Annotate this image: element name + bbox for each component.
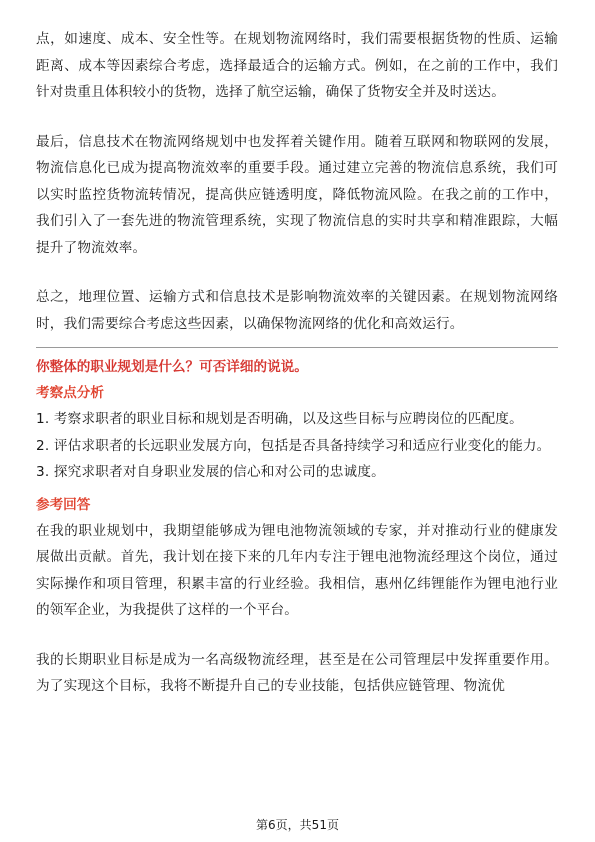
analysis-heading: 考察点分析 — [36, 385, 104, 401]
page-number: 第6页，共51页 — [256, 818, 339, 832]
answer-paragraph-2: 我的长期职业目标是成为一名高级物流经理，甚至是在公司管理层中发挥重要作用。为了实现这个目标，我将不断提升自己的专业技能，包括供应链管理、物流优 — [36, 651, 558, 694]
paragraph-gap — [36, 624, 558, 647]
intro-paragraph-2: 最后，信息技术在物流网络规划中也发挥着关键作用。随着互联网和物联网的发展，物流信息化已成为提高物流效率的重要手段。通过建立完善的物流信息系统，我们可以实时监控货物流转情况，提高供应链透明度，降低物流风险。在我之前的工作中，我们引入了一套先进的物流管理系统，实现了物流信息的实时共享和精准跟踪，大幅提升了物流效率。 — [36, 133, 558, 256]
answer-heading: 参考回答 — [36, 496, 91, 513]
paragraph-gap — [36, 106, 558, 129]
paragraph-gap — [36, 261, 558, 284]
page-content — [36, 26, 558, 700]
answer-paragraph-1: 在我的职业规划中，我期望能够成为锂电池物流领域的专家，并对推动行业的健康发展做出贡献。首先，我计划在接下来的几年内专注于锂电池物流经理这个岗位，通过实际操作和项目管理，积累丰富的行业经验。我相信，惠州亿纬锂能作为锂电池行业的领军企业，为我提供了这样的一个平台。 — [36, 522, 558, 618]
section-divider — [36, 347, 558, 348]
intro-paragraph-3: 总之，地理位置、运输方式和信息技术是影响物流效率的关键因素。在规划物流网络时，我们需要综合考虑这些因素，以确保物流网络的优化和高效运行。 — [36, 289, 558, 332]
intro-paragraph-1: 点，如速度、成本、安全性等。在规划物流网络时，我们需要根据货物的性质、运输距离、成本等因素综合考虑，选择最适合的运输方式。例如，在之前的工作中，我们针对贵重且体积较小的货物，选择了航空运输，确保了货物安全并及时送达。 — [36, 31, 558, 100]
question-heading: 你整体的职业规划是什么？可否详细的说说。 — [36, 359, 308, 375]
analysis-item-1: 1. 考察求职者的职业目标和规划是否明确，以及这些目标与应聘岗位的匹配度。 — [36, 411, 523, 427]
analysis-item-3: 3. 探究求职者对自身职业发展的信心和对公司的忠诚度。 — [36, 464, 385, 480]
analysis-item-2: 2. 评估求职者的长远职业发展方向，包括是否具备持续学习和适应行业变化的能力。 — [36, 437, 551, 454]
